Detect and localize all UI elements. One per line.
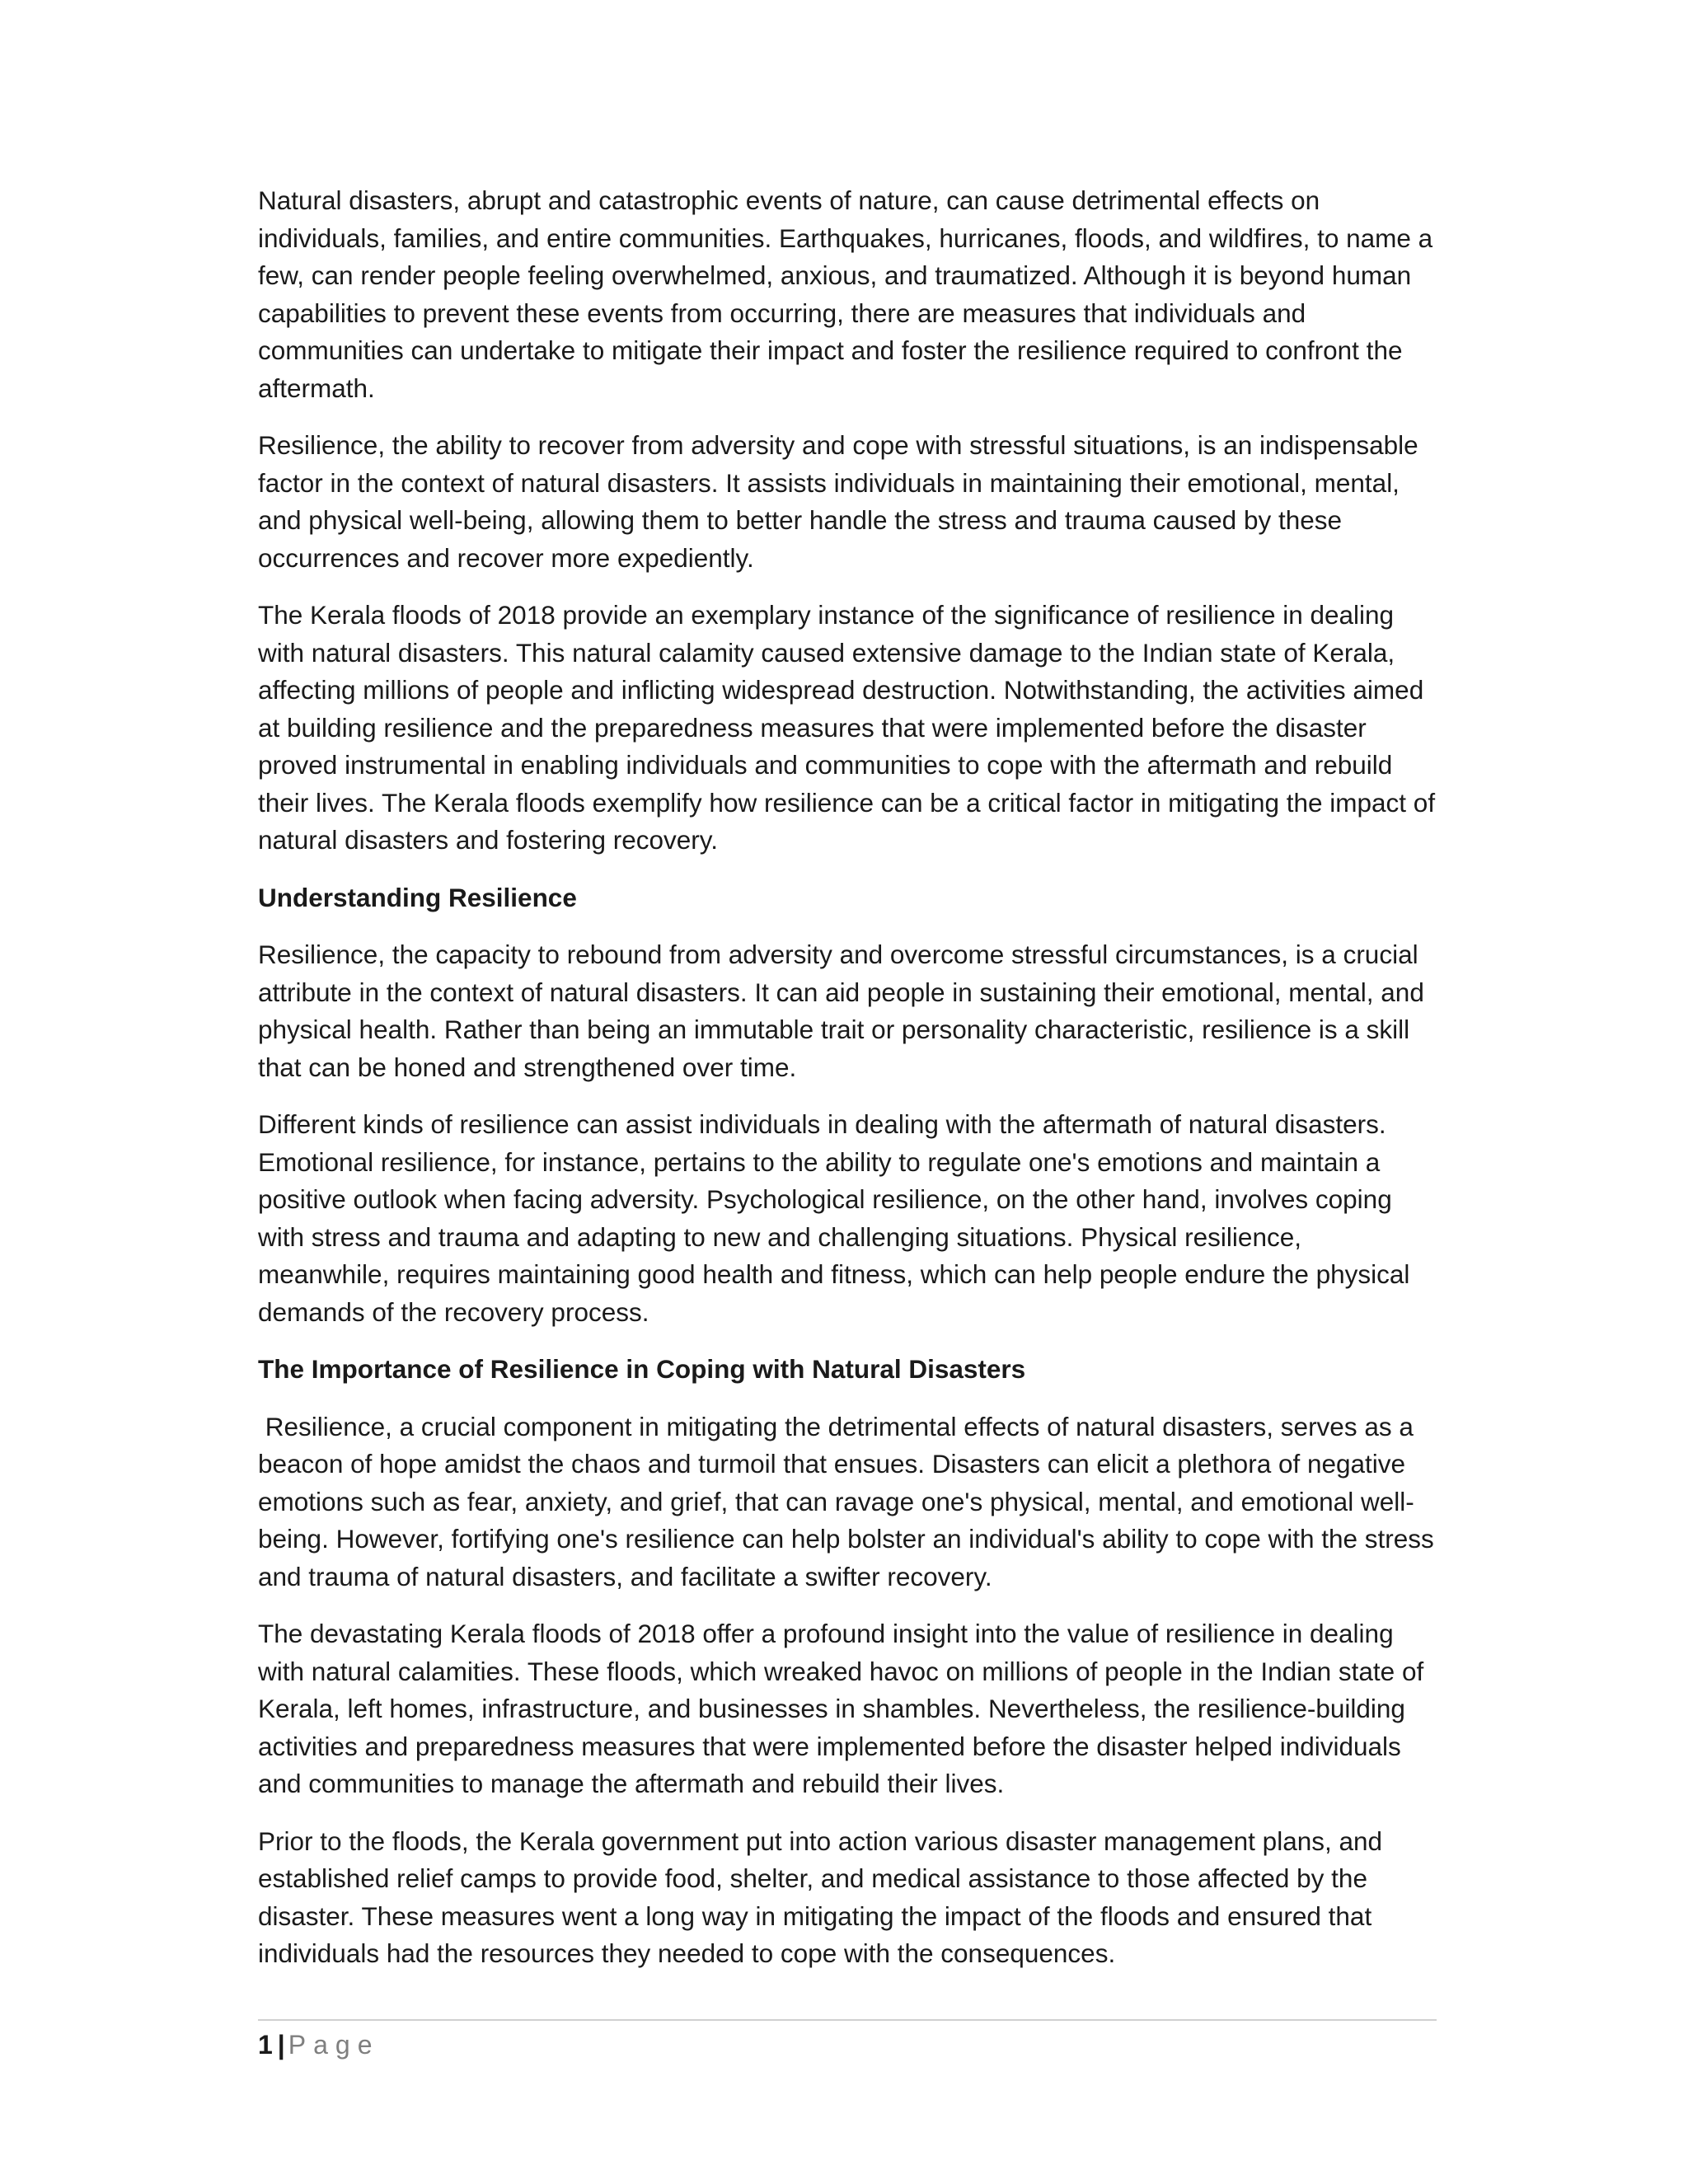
intro-paragraph-1: Natural disasters, abrupt and catastrophic events of nature, can cause detrimental effects on individuals, families, and entire communities. Earthquakes, hurricanes, floods, and wildfires, to name a few, can render people feeling overwhelmed, anxious, and traumatized. Although it is beyond human capabilities to prevent these events from occurring, there are measures that individuals and communities can undertake to mitigate their impact and foster the resilience required to confront the aftermath. [258,185,1433,403]
page-number-separator: | [277,2030,285,2060]
section2-paragraph-1: Resilience, a crucial component in mitigating the detrimental effects of natural disasters, serves as a beacon of hope amidst the chaos and turmoil that ensues. Disasters can elicit a plethora of negative emotions such as fear, anxiety, and grief, that can ravage one's physical, mental, and emotional well-being. However, fortifying one's resilience can help bolster an individual's ability to cope with the stress and trauma of natural disasters, and facilitate a swifter recovery. [258,1411,1442,1591]
section-heading-importance-of-resilience: The Importance of Resilience in Coping with Natural Disasters [258,1354,1026,1384]
page-number: 1 [258,2030,273,2060]
page-footer [258,2026,379,2064]
section2-paragraph-2: The devastating Kerala floods of 2018 offer a profound insight into the value of resilience in dealing with natural calamities. These floods, which wreaked havoc on millions of people in the Indian state of Kerala, left homes, infrastructure, and businesses in shambles. Nevertheless, the resilience-building activities and preparedness measures that were implemented before the disaster helped individuals and communities to manage the aftermath and rebuild their lives. [258,1619,1424,1798]
document-body [258,182,1442,1993]
intro-paragraph-2: Resilience, the ability to recover from adversity and cope with stressful situations, is an indispensable factor in the context of natural disasters. It assists individuals in maintaining their emotional, mental, and physical well-being, allowing them to better handle the stress and trauma caused by these occurrences and recover more expediently. [258,430,1418,573]
section1-paragraph-2: Different kinds of resilience can assist individuals in dealing with the aftermath of natural disasters. Emotional resilience, for instance, pertains to the ability to regulate one's emotions and maintain a positive outlook when facing adversity. Psychological resilience, on the other hand, involves coping with stress and trauma and adapting to new and challenging situations. Physical resilience, meanwhile, requires maintaining good health and fitness, which can help people endure the physical demands of the recovery process. [258,1109,1410,1327]
section-heading-understanding-resilience: Understanding Resilience [258,882,577,912]
intro-paragraph-3: The Kerala floods of 2018 provide an exemplary instance of the significance of resilience in dealing with natural disasters. This natural calamity caused extensive damage to the Indian state of Kerala, affecting millions of people and inflicting widespread destruction. Notwithstanding, the activities aimed at building resilience and the preparedness measures that were implemented before the disaster proved instrumental in enabling individuals and communities to cope with the aftermath and rebuild their lives. The Kerala floods exemplify how resilience can be a critical factor in mitigating the impact of natural disasters and fostering recovery. [258,600,1436,855]
page-label: Page [288,2030,380,2060]
section2-paragraph-3: Prior to the floods, the Kerala government put into action various disaster management plans, and established relief camps to provide food, shelter, and medical assistance to those affected by the disaster. These measures went a long way in mitigating the impact of the floods and ensured that individuals had the resources they needed to cope with the consequences. [258,1825,1383,1968]
section1-paragraph-1: Resilience, the capacity to rebound from adversity and overcome stressful circumstances, is a crucial attribute in the context of natural disasters. It can aid people in sustaining their emotional, mental, and physical health. Rather than being an immutable trait or personality characteristic, resilience is a skill that can be honed and strengthened over time. [258,940,1424,1082]
footer-divider [258,2019,1437,2021]
